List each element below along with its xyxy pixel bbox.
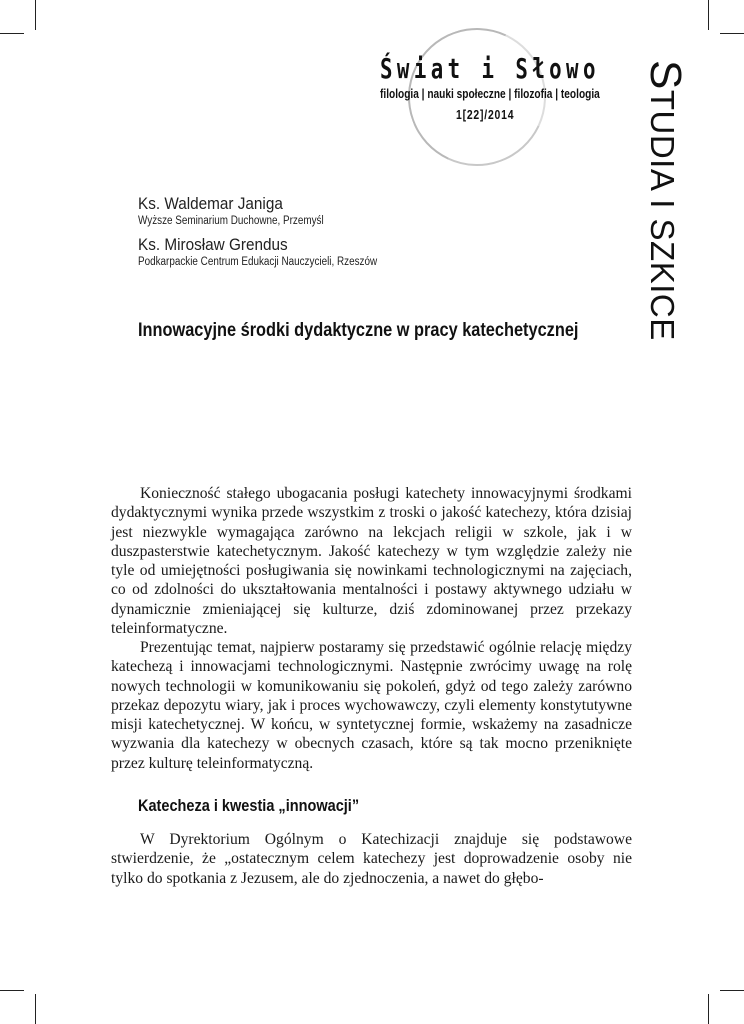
author-block-2 bbox=[138, 235, 416, 268]
crop-mark bbox=[0, 33, 24, 34]
crop-mark bbox=[720, 990, 744, 991]
crop-mark bbox=[35, 0, 36, 30]
section-heading: Katecheza i kwestia „innowacji” bbox=[138, 797, 360, 815]
crop-mark bbox=[720, 33, 744, 34]
body-paragraph: Konieczność stałego ubogacania posługi katechety innowacyjnymi środkami dydaktycznymi wynika przede wszystkim z troski o jakość katechezy, która dzisiaj jest niezwykle wymagająca zarówno na lekcjach religii w szkole, jak i w duszpasterstwie katechetycznym. Jakość katechezy w tym względzie zależy nie tyle od umiejętności posługiwania się nowinkami technologicznymi na zajęciach, co od zdolności do ukształtowania mentalności i postawy aktywnego udziału w dynamicznie zmieniającej się kulturze, dziś zdominowanej przez przekazy teleinformatyczne. bbox=[111, 485, 632, 638]
author-affiliation: Podkarpackie Centrum Edukacji Nauczycieli, Rzeszów bbox=[138, 256, 378, 268]
section-label-initial: S bbox=[641, 60, 690, 90]
author-affiliation: Wyższe Seminarium Duchowne, Przemyśl bbox=[138, 215, 324, 227]
crop-mark bbox=[0, 990, 24, 991]
journal-issue: 1[22]/2014 bbox=[456, 107, 515, 122]
body-paragraph: W Dyrektorium Ogólnym o Katechizacji znajduje się podstawowe stwierdzenie, że „ostatecznym celem katechezy jest doprowadzenie osoby nie tylko do spotkania z Jezusem, ale do zjednoczenia, a nawet do głębo- bbox=[111, 831, 632, 887]
journal-subtitle: filologia | nauki społeczne | filozofia | teologia bbox=[380, 86, 600, 101]
article-title: Innowacyjne środki dydaktyczne w pracy katechetycznej bbox=[138, 320, 579, 341]
journal-title: Świat i Słowo bbox=[380, 52, 600, 85]
author-name: Ks. Mirosław Grendus bbox=[138, 235, 288, 254]
crop-mark bbox=[708, 994, 709, 1024]
body-paragraph: Prezentując temat, najpierw postaramy się przedstawić ogólnie relację między katechezą i innowacjami technologicznymi. Następnie zwrócimy uwagę na rolę nowych technologii w komunikowaniu się pokoleń, gdyż od tego zależy zarówno przekaz depozytu wiary, jak i proces wychowawczy, czyli elementy konstytutywne misji katechetycznej. W końcu, w syntetycznej formie, wskażemy na zasadnicze wyzwania dla katechezy w obecnych czasach, które są tak mocno przeniknięte przez kulturę teleinformatyczną. bbox=[111, 639, 632, 772]
author-block-1 bbox=[138, 194, 354, 227]
section-label-rest: TUDIA I SZKICE bbox=[644, 89, 681, 341]
crop-mark bbox=[35, 994, 36, 1024]
author-name: Ks. Waldemar Janiga bbox=[138, 194, 283, 213]
crop-mark bbox=[708, 0, 709, 30]
